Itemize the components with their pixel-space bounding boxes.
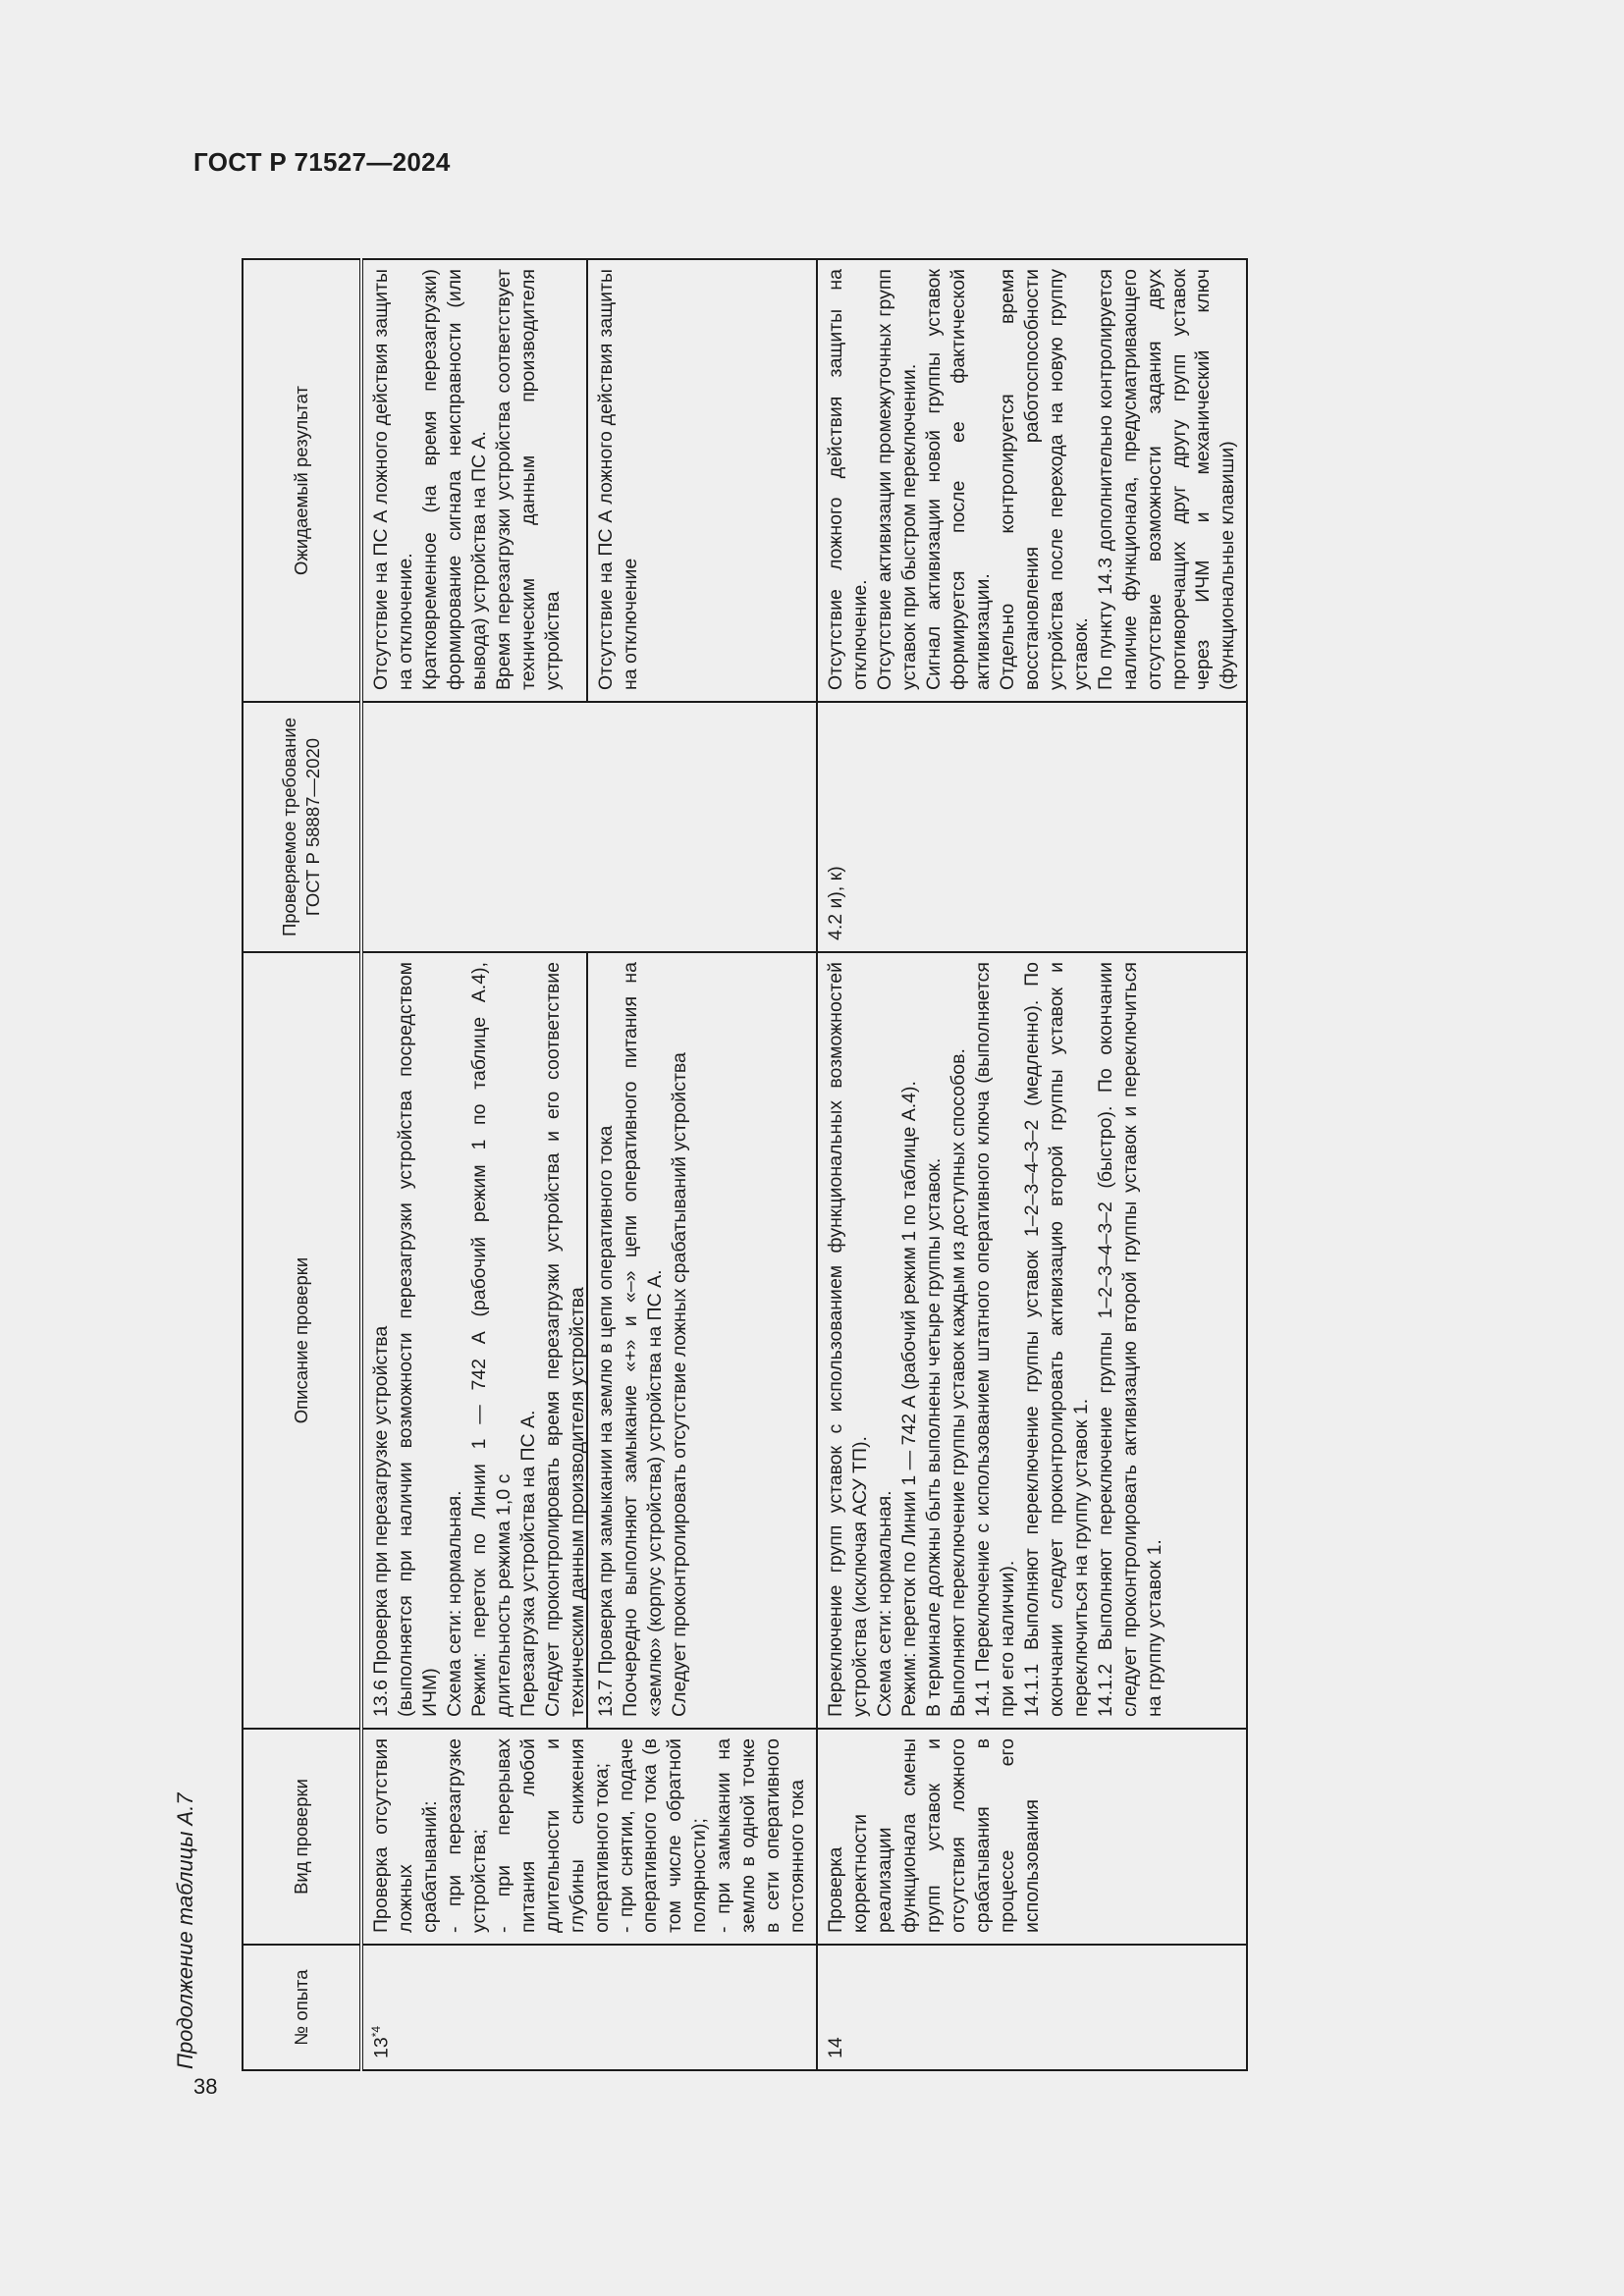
- check-type-cell: [361, 1729, 817, 1945]
- expected-result-cell: [817, 259, 1247, 702]
- text-line: Проверка отсутствия ложных срабатываний:: [370, 1738, 441, 1933]
- text-line: Выполняют переключение группы уставок каждым из доступных способов.: [947, 1048, 969, 1717]
- row-number-cell: [361, 1945, 817, 2070]
- text-line: Отсутствие на ПС А ложного действия защиты на отключение: [595, 269, 641, 690]
- text-line: Поочередно выполняют замыкание «+» и «–» цепи оперативного питания на «землю» (корпус устройства) устройства на ПС А.: [619, 962, 666, 1717]
- table-header-row: [243, 259, 361, 2070]
- text-line: Отсутствие активизации промежуточных групп уставок при быстром переключении.: [874, 269, 921, 690]
- text-line: Режим: переток по Линии 1 — 742 А (рабочий режим 1 по таблице А.4), длительность режима 1,0 с: [467, 962, 514, 1717]
- table-caption: Продолжение таблицы А.7: [173, 1792, 197, 2069]
- table-row: [361, 259, 817, 2070]
- text-line: (выполняется при наличии возможности перезагрузки устройства посредством ИЧМ): [394, 962, 441, 1717]
- text-line: 13.6 Проверка при перезагрузке устройства: [370, 1325, 392, 1717]
- sub-check-13-6-description: [363, 953, 586, 1728]
- text-line: Отсутствие ложного действия защиты на отключение.: [825, 269, 872, 690]
- text-line: В терминале должны быть выполнены четыре группы уставок.: [922, 1157, 945, 1717]
- text-line: Отдельно контролируется время восстановления работоспособности устройства после перехода на новую группу уставок.: [996, 269, 1092, 690]
- text-line: - при замыкании на землю в одной точке в сети оперативного постоянного тока: [713, 1738, 809, 1933]
- page-number: 38: [193, 2074, 218, 2099]
- text-line: Схема сети: нормальная.: [443, 1490, 465, 1717]
- text-line: Сигнал активизации новой группы уставок формируется после ее фактической активизации.: [922, 269, 994, 690]
- rotated-table-area: [167, 260, 1424, 2071]
- table-row: [817, 259, 1247, 2070]
- text-line: - при перезагрузке устройства;: [443, 1738, 490, 1933]
- text-line: Проверка корректности реализации функционала смены групп уставок и отсутствия ложного срабатывания в процессе его использования: [825, 1738, 1043, 1933]
- sub-check-13-6-result: [363, 260, 586, 701]
- row-number: 14: [825, 2037, 847, 2058]
- text-line: 14.1.2 Выполняют переключение группы 1–2–3–4–3–2 (быстро). По окончании следует проконтролировать активизацию второй группы уставок и переключиться на группу уставок 1.: [1094, 962, 1165, 1717]
- text-line: Кратковременное (на время перезагрузки) формирование сигнала неисправности (или вывода) устройства на ПС А.: [418, 269, 490, 690]
- text-line: Следует проконтролировать время перезагрузки устройства и его соответствие техническим данным производителя устройства: [541, 962, 588, 1717]
- text-line: По пункту 14.3 дополнительно контролируется наличие функционала, предусматривающего отсутствие возможности задания двух противоречащих друг другу групп уставок через ИЧМ и механический ключ (функциональные клавиши): [1094, 269, 1239, 690]
- sub-check-13-7-result: [586, 260, 649, 701]
- column-header-requirement: Проверяемое требование ГОСТ Р 58887—2020: [243, 702, 361, 952]
- text-line: Схема сети: нормальная.: [874, 1490, 896, 1717]
- text-line: 14.1 Переключение с использованием штатного оперативного ключа (выполняется при его наличии).: [971, 962, 1018, 1717]
- text-line: 14.1.1 Выполняют переключение группы уставок 1–2–3–4–3–2 (медленно). По окончании следует проконтролировать активизацию второй группы уставок и переключиться на группу уставок 1.: [1020, 962, 1092, 1717]
- column-header-description: Описание проверки: [243, 952, 361, 1729]
- text-line: - при перерывах питания любой длительности и глубины снижения оперативного тока;: [492, 1738, 613, 1933]
- text-line: - при снятии, подаче оперативного тока (в том числе обратной полярности);: [615, 1738, 711, 1933]
- document-standard-header: ГОСТ Р 71527—2024: [193, 147, 451, 177]
- description-cell: [817, 952, 1247, 1729]
- text-line: 13.7 Проверка при замыкании на землю в цепи оперативного тока: [595, 1125, 617, 1717]
- sub-check-13-7-description: [586, 953, 698, 1728]
- row-number: 13: [370, 2037, 393, 2058]
- column-header-number: № опыта: [243, 1945, 361, 2070]
- column-header-expected-result: Ожидаемый результат: [243, 259, 361, 702]
- text-line: Следует проконтролировать отсутствие ложных срабатываний устройства: [668, 1052, 690, 1717]
- description-cell: [361, 952, 817, 1729]
- text-line: Отсутствие на ПС А ложного действия защиты на отключение.: [370, 269, 416, 690]
- text-line: Время перезагрузки устройства соответствует техническим данным производителя устройства: [492, 269, 564, 690]
- text-line: Перезагрузка устройства на ПС А.: [516, 1410, 539, 1717]
- requirement-cell: 4.2 и), к): [817, 702, 1247, 952]
- expected-result-cell: [361, 259, 817, 702]
- text-line: Режим: переток по Линии 1 — 742 А (рабочий режим 1 по таблице А.4).: [898, 1081, 921, 1717]
- requirement-cell: [361, 702, 817, 952]
- row-number-superscript: *4: [369, 2025, 383, 2038]
- check-type-cell: [817, 1729, 1247, 1945]
- test-table: [242, 258, 1248, 2071]
- row-number-cell: [817, 1945, 1247, 2070]
- text-line: Переключение групп уставок с использованием функциональных возможностей устройства (исключая АСУ ТП).: [825, 962, 872, 1717]
- column-header-check-type: Вид проверки: [243, 1729, 361, 1945]
